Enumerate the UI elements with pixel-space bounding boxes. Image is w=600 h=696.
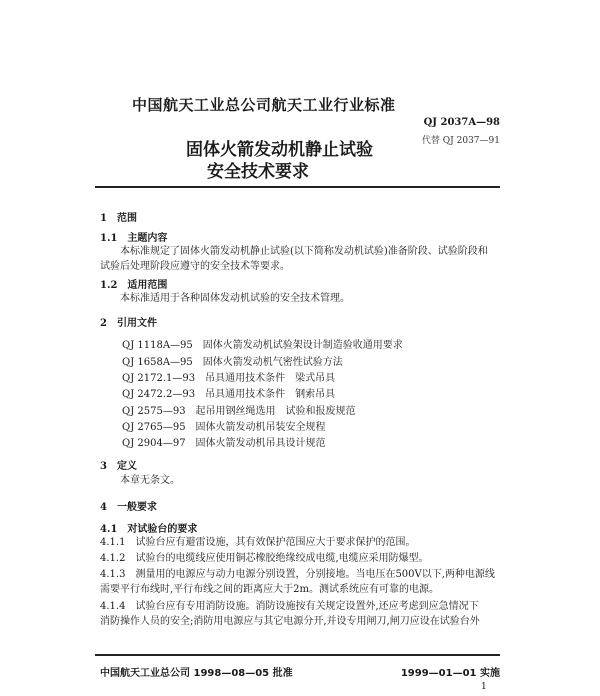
reference-item: QJ 2172.1—93 吊具通用技术条件 梁式吊具	[122, 373, 336, 384]
document-title-line1: 固体火箭发动机静止试验	[186, 140, 373, 160]
section-1-title: 1 范围	[100, 213, 137, 224]
section-1-2-title: 1.2 适用范围	[100, 280, 168, 291]
footer-rule	[95, 654, 500, 656]
document-title-line2: 安全技术要求	[207, 162, 309, 182]
effective-date: 1999—01—01 实施	[400, 668, 500, 679]
reference-item: QJ 2472.2—93 吊具通用技术条件 钢索吊具	[122, 389, 336, 400]
standard-code: QJ 2037A—98	[423, 117, 500, 128]
page-number: 1	[481, 682, 487, 692]
issuer-approval: 中国航天工业总公司 1998—08—05 批准	[100, 668, 293, 679]
replaces-code: 代替 QJ 2037—91	[421, 136, 500, 146]
section-1-1-paragraph-line1: 本标准规定了固体火箭发动机静止试验(以下简称发动机试验)准备阶段、试验阶段和	[120, 246, 488, 257]
section-2-title: 2 引用文件	[100, 318, 157, 329]
clause-4-1-4-line2: 消防操作人员的安全;消防用电源应与其它电源分开,并设专用闸刀,闸刀应设在试验台外	[100, 616, 480, 627]
clause-4-1-2: 4.1.2 试验台的电缆线应使用铜芯橡胶绝缘绞成电缆,电缆应采用防爆型。	[100, 553, 429, 564]
header-rule	[95, 186, 500, 188]
section-1-1-paragraph-line2: 试验后处理阶段应遵守的安全技术等要求。	[100, 261, 290, 272]
clause-4-1-3-line2: 需要平行布线时,平行布线之间的距离应大于2m。测试系统应有可靠的电源。	[100, 584, 440, 595]
standard-title: 中国航天工业总公司航天工业行业标准	[132, 96, 396, 114]
clause-4-1-3-line1: 4.1.3 测量用的电源应与动力电源分别设置，分别接地。当电压在500V以下,两种电源线	[100, 569, 495, 580]
reference-item: QJ 2765—95 固体火箭发动机吊装安全规程	[122, 422, 326, 433]
section-3-title: 3 定义	[100, 461, 137, 472]
reference-item: QJ 2575—93 起吊用钢丝绳选用 试验和报废规范	[122, 406, 356, 417]
reference-item: QJ 1658A—95 固体火箭发动机气密性试验方法	[122, 357, 343, 368]
reference-item: QJ 2904—97 固体火箭发动机吊具设计规范	[122, 438, 326, 449]
section-4-title: 4 一般要求	[100, 502, 157, 513]
section-1-2-paragraph: 本标准适用于各种固体发动机试验的安全技术管理。	[120, 293, 350, 304]
section-3-paragraph: 本章无条文。	[120, 475, 180, 486]
clause-4-1-1: 4.1.1 试验台应有避雷设施，其有效保护范围应大于要求保护的范围。	[100, 537, 416, 548]
section-1-1-title: 1.1 主题内容	[100, 233, 168, 244]
section-4-1-title: 4.1 对试验台的要求	[100, 524, 198, 535]
clause-4-1-4-line1: 4.1.4 试验台应有专用消防设施。消防设施按有关规定设置外,还应考虑到应急情况下	[100, 601, 479, 612]
reference-item: QJ 1118A—95 固体火箭发动机试验架设计制造验收通用要求	[122, 340, 403, 351]
